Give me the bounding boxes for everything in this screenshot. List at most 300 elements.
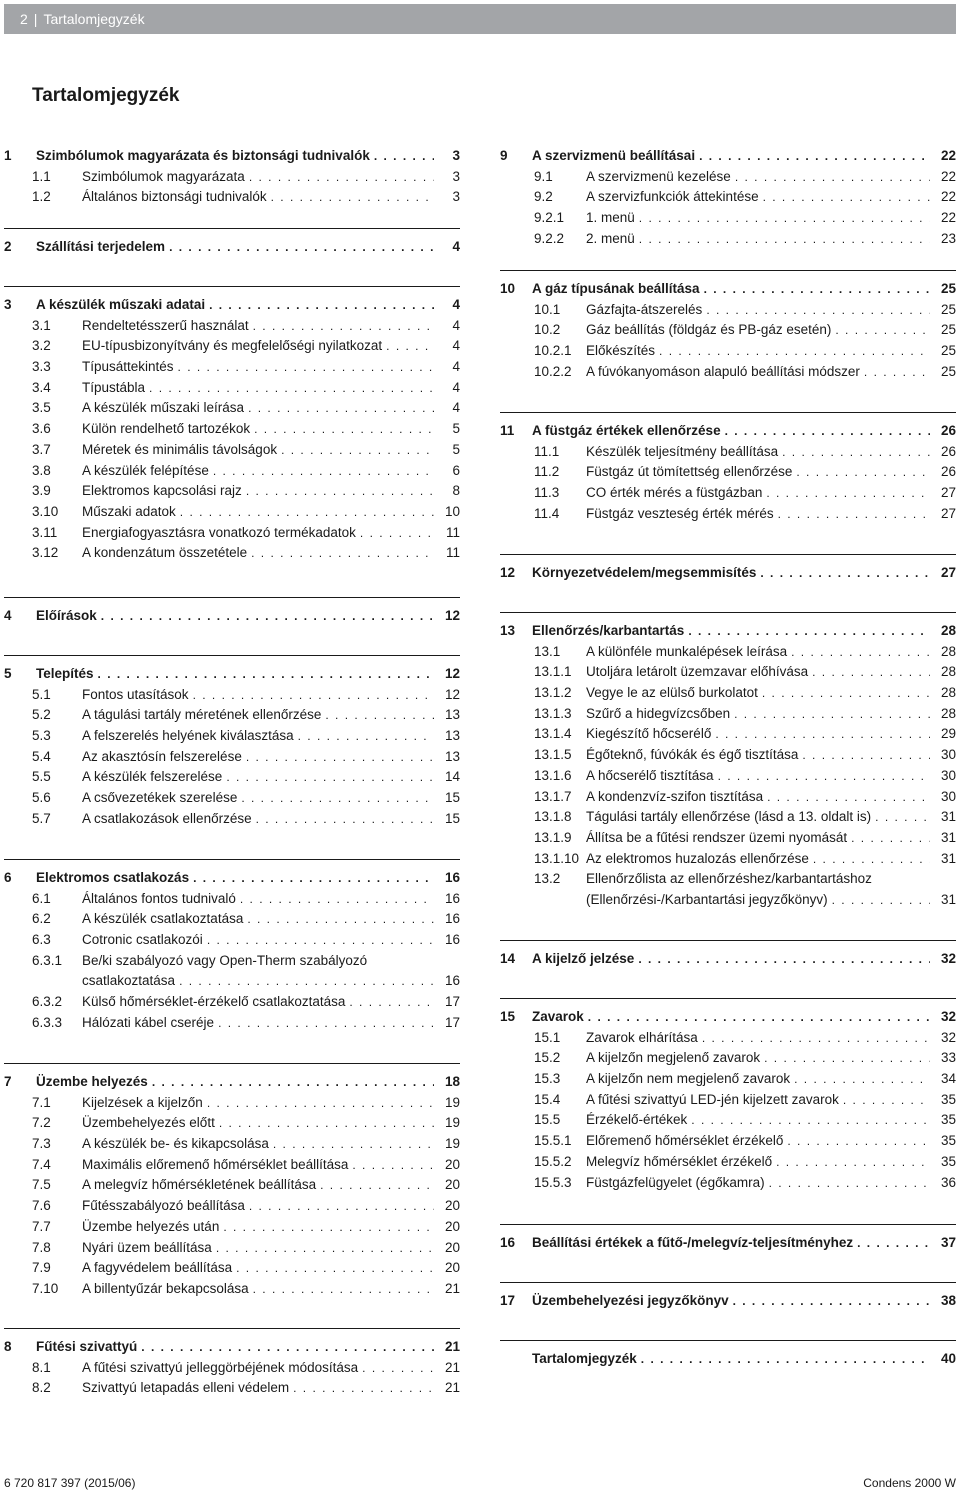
toc-entry-page: 16 xyxy=(444,870,460,885)
toc-entry[interactable] xyxy=(500,828,956,849)
dot-leader xyxy=(352,1155,434,1176)
toc-entry-page: 12 xyxy=(444,686,460,702)
toc-chapter-entry[interactable] xyxy=(500,1291,956,1312)
toc-entry-page: 20 xyxy=(444,1239,460,1255)
toc-entry-title: Be/ki szabályozó vagy Open-Therm szabályozó xyxy=(82,952,368,968)
toc-entry-number: 8.2 xyxy=(32,1380,51,1396)
toc-entry[interactable] xyxy=(500,683,956,704)
toc-entry[interactable] xyxy=(4,767,460,788)
toc-entry-title: Gázfajta-átszerelés xyxy=(586,301,703,317)
dot-leader xyxy=(764,1048,930,1069)
toc-entry-page: 30 xyxy=(940,747,956,763)
toc-section xyxy=(500,270,956,382)
dot-leader xyxy=(226,767,434,788)
toc-entry-page: 5 xyxy=(452,421,460,437)
toc-entry[interactable] xyxy=(4,316,460,337)
toc-section xyxy=(500,1282,956,1312)
toc-entry-title: Hálózati kábel cseréje xyxy=(82,1014,215,1030)
toc-entry-number: 7 xyxy=(4,1074,12,1089)
dot-leader xyxy=(218,1013,434,1034)
toc-entry-number: 3.3 xyxy=(32,359,51,375)
toc-entry-number: 13.1.6 xyxy=(534,767,572,783)
dot-leader xyxy=(179,971,434,992)
toc-entry-title: Méretek és minimális távolságok xyxy=(82,441,278,457)
toc-entry-title: A kijelző jelzése xyxy=(532,951,635,966)
toc-entry-title: Készülék teljesítmény beállítása xyxy=(586,443,779,459)
toc-entry[interactable] xyxy=(500,1131,956,1152)
toc-entry[interactable] xyxy=(500,341,956,362)
toc-entry-page: 14 xyxy=(444,769,460,785)
toc-entry-page: 31 xyxy=(940,850,956,866)
toc-entry-title: csatlakoztatása xyxy=(82,973,176,989)
toc-entry-title: Előírások xyxy=(36,608,97,623)
toc-entry[interactable] xyxy=(4,1378,460,1399)
toc-entry[interactable] xyxy=(4,440,460,461)
toc-entry-number: 5 xyxy=(4,666,12,681)
dot-leader xyxy=(254,419,434,440)
toc-entry-number: 15.5.3 xyxy=(534,1174,572,1190)
toc-entry-number: 10 xyxy=(500,281,516,296)
toc-chapter-entry[interactable] xyxy=(4,146,460,167)
toc-entry-title: Üzembehelyezés előtt xyxy=(82,1115,215,1131)
toc-entry-page: 25 xyxy=(940,281,956,296)
dot-leader xyxy=(767,787,930,808)
toc-entry[interactable] xyxy=(4,398,460,419)
toc-entry-page: 15 xyxy=(444,790,460,806)
toc-entry-number: 13.1.3 xyxy=(534,705,572,721)
dot-leader xyxy=(241,788,434,809)
toc-entry-title: Fűtésszabályozó beállítása xyxy=(82,1198,245,1214)
toc-entry[interactable] xyxy=(4,1155,460,1176)
toc-entry-title: Rendeltetésszerű használat xyxy=(82,317,249,333)
toc-entry-number: 14 xyxy=(500,951,516,966)
toc-entry-title: Zavarok elhárítása xyxy=(586,1029,698,1045)
toc-entry-title: Műszaki adatok xyxy=(82,503,176,519)
toc-entry-page: 30 xyxy=(940,767,956,783)
dot-leader xyxy=(706,300,930,321)
toc-entry-number: 5.1 xyxy=(32,686,51,702)
toc-entry[interactable] xyxy=(500,745,956,766)
toc-entry-number: 13.1.1 xyxy=(534,664,572,680)
toc-entry[interactable] xyxy=(4,1093,460,1114)
toc-entry-title: 1. menü xyxy=(586,210,635,226)
toc-entry[interactable] xyxy=(4,685,460,706)
dot-leader xyxy=(256,809,434,830)
toc-entry[interactable] xyxy=(4,167,460,188)
toc-entry[interactable] xyxy=(500,462,956,483)
toc-entry-number: 15.5.1 xyxy=(534,1133,572,1149)
dot-leader xyxy=(169,237,434,258)
dot-leader xyxy=(857,1233,930,1254)
toc-entry-page: 11 xyxy=(445,524,460,540)
toc-entry[interactable] xyxy=(4,809,460,830)
toc-entry-page: 25 xyxy=(940,363,956,379)
toc-entry-title: Tágulási tartály ellenőrzése (lásd a 13. oldalt is) xyxy=(586,809,872,825)
dot-leader xyxy=(699,146,930,167)
toc-chapter-entry[interactable] xyxy=(4,237,460,258)
toc-entry[interactable] xyxy=(500,704,956,725)
toc-entry-title: Az elektromos huzalozás ellenőrzése xyxy=(586,850,809,866)
toc-entry-title: EU-típusbizonyítvány és megfelelőségi nyilatkozat xyxy=(82,338,383,354)
toc-entry-page: 3 xyxy=(452,148,460,163)
toc-entry-number: 7.6 xyxy=(32,1198,51,1214)
toc-entry[interactable] xyxy=(4,909,460,930)
toc-entry-number: 3.1 xyxy=(32,317,51,333)
dot-leader xyxy=(362,1358,434,1379)
toc-entry[interactable] xyxy=(4,788,460,809)
toc-entry-number: 15.3 xyxy=(534,1071,561,1087)
dot-leader xyxy=(588,1007,930,1028)
toc-entry[interactable] xyxy=(500,849,956,870)
toc-entry-number: 3.6 xyxy=(32,421,51,437)
toc-entry-page: 22 xyxy=(940,168,956,184)
toc-chapter-entry[interactable] xyxy=(4,295,460,316)
toc-entry[interactable] xyxy=(500,229,956,250)
toc-entry[interactable] xyxy=(4,502,460,523)
dot-leader xyxy=(249,167,434,188)
toc-entry[interactable] xyxy=(4,419,460,440)
toc-entry-page: 37 xyxy=(940,1235,956,1250)
toc-entry-page: 28 xyxy=(940,664,956,680)
toc-entry[interactable] xyxy=(4,523,460,544)
toc-entry-page: 4 xyxy=(452,359,460,375)
toc-entry-title: A kondenzátum összetétele xyxy=(82,545,248,561)
toc-chapter-entry[interactable] xyxy=(500,1233,956,1254)
toc-section xyxy=(4,655,460,830)
toc-entry[interactable] xyxy=(500,362,956,383)
dot-leader xyxy=(762,683,930,704)
toc-chapter-entry[interactable] xyxy=(500,279,956,300)
toc-entry[interactable] xyxy=(500,807,956,828)
toc-entry[interactable] xyxy=(4,971,460,992)
toc-entry-page: 4 xyxy=(452,400,460,416)
toc-entry-number: 16 xyxy=(500,1235,516,1250)
toc-entry-number: 11.2 xyxy=(534,464,560,480)
toc-entry[interactable] xyxy=(4,1258,460,1279)
toc-entry[interactable] xyxy=(500,1173,956,1194)
toc-chapter-entry[interactable] xyxy=(4,1072,460,1093)
toc-entry-title: Utoljára letárolt üzemzavar előhívása xyxy=(586,664,809,680)
toc-entry-title: Gáz beállítás (földgáz és PB-gáz esetén) xyxy=(586,322,832,338)
toc-entry-number: 15.5.2 xyxy=(534,1153,572,1169)
toc-entry-page: 25 xyxy=(940,343,956,359)
toc-entry-title: Füstgáz veszteség érték mérés xyxy=(586,505,774,521)
toc-section xyxy=(4,1063,460,1300)
toc-entry-title: Állítsa be a fűtési rendszer üzemi nyomását xyxy=(586,829,848,845)
toc-entry[interactable] xyxy=(500,504,956,525)
toc-entry-number: 13.1.7 xyxy=(534,788,572,804)
toc-chapter-entry[interactable] xyxy=(500,1349,956,1370)
toc-entry-title: Nyári üzem beállítása xyxy=(82,1239,212,1255)
toc-entry-page: 28 xyxy=(940,705,956,721)
toc-entry-page: 35 xyxy=(940,1112,956,1128)
toc-entry[interactable] xyxy=(4,1279,460,1300)
toc-entry[interactable] xyxy=(500,187,956,208)
dot-leader xyxy=(760,563,930,584)
dot-leader xyxy=(207,1093,434,1114)
dot-leader xyxy=(325,705,434,726)
toc-entry-title: Előkészítés xyxy=(586,343,656,359)
dot-leader xyxy=(141,1337,434,1358)
toc-entry-number: 7.10 xyxy=(32,1280,59,1296)
toc-chapter-entry[interactable] xyxy=(500,949,956,970)
toc-entry-title: A tágulási tartály méretének ellenőrzése xyxy=(82,707,322,723)
toc-entry[interactable] xyxy=(500,1048,956,1069)
toc-entry-page: 12 xyxy=(444,608,460,623)
toc-entry-page: 32 xyxy=(940,1009,956,1024)
toc-entry-page: 25 xyxy=(940,322,956,338)
toc-entry-page: 31 xyxy=(940,829,956,845)
toc-entry-title: CO érték mérés a füstgázban xyxy=(586,485,763,501)
toc-entry-number: 11.4 xyxy=(534,505,560,521)
dot-leader xyxy=(249,1196,434,1217)
toc-entry[interactable] xyxy=(500,208,956,229)
toc-chapter-entry[interactable] xyxy=(4,606,460,627)
toc-entry[interactable] xyxy=(4,747,460,768)
dot-leader xyxy=(835,320,930,341)
dot-leader xyxy=(273,1134,434,1155)
toc-entry-page: 38 xyxy=(940,1293,956,1308)
toc-entry-number: 5.2 xyxy=(32,707,51,723)
toc-entry-title: Szivattyú letapadás elleni védelem xyxy=(82,1380,290,1396)
toc-entry-page: 21 xyxy=(444,1339,460,1354)
dot-leader xyxy=(715,724,930,745)
dot-leader xyxy=(236,1258,434,1279)
toc-chapter-entry[interactable] xyxy=(500,1007,956,1028)
dot-leader xyxy=(702,1028,930,1049)
toc-entry-page: 15 xyxy=(444,810,460,826)
toc-entry-number: 3 xyxy=(4,297,12,312)
dot-leader xyxy=(271,187,434,208)
toc-entry[interactable] xyxy=(4,336,460,357)
toc-entry[interactable] xyxy=(4,1238,460,1259)
toc-chapter-entry[interactable] xyxy=(500,563,956,584)
toc-entry-page: 26 xyxy=(940,443,956,459)
toc-entry[interactable] xyxy=(500,1090,956,1111)
toc-entry[interactable] xyxy=(500,1069,956,1090)
toc-entry-title: A fagyvédelem beállítása xyxy=(82,1260,233,1276)
toc-entry-page: 32 xyxy=(940,1029,956,1045)
toc-entry-title: Füstgázfelügyelet (égőkamra) xyxy=(586,1174,765,1190)
toc-section xyxy=(4,146,460,208)
toc-entry-number: 13.1.10 xyxy=(534,850,580,866)
toc-entry-page: 28 xyxy=(940,643,956,659)
toc-entry-title: Az akasztósín felszerelése xyxy=(82,748,242,764)
toc-entry-page: 19 xyxy=(444,1136,460,1152)
toc-entry[interactable] xyxy=(4,187,460,208)
dot-leader xyxy=(769,1173,930,1194)
toc-entry[interactable] xyxy=(4,1134,460,1155)
toc-entry[interactable] xyxy=(4,543,460,564)
toc-entry-number: 4 xyxy=(4,608,12,623)
dot-leader xyxy=(639,229,930,250)
toc-entry[interactable] xyxy=(500,890,956,911)
dot-leader xyxy=(349,992,434,1013)
toc-entry-title: A kijelzőn megjelenő zavarok xyxy=(586,1050,761,1066)
toc-entry-number: 15.1 xyxy=(534,1029,561,1045)
dot-leader xyxy=(248,398,434,419)
toc-entry-title: Szimbólumok magyarázata xyxy=(82,168,245,184)
toc-entry[interactable] xyxy=(4,951,460,972)
toc-entry-page: 31 xyxy=(940,809,956,825)
toc-entry-page: 17 xyxy=(444,994,460,1010)
toc-section xyxy=(500,612,956,911)
dot-leader xyxy=(851,828,930,849)
toc-entry-title: Ellenőrzőlista az ellenőrzéshez/karbantartáshoz xyxy=(586,871,872,887)
toc-section xyxy=(500,412,956,524)
toc-entry-number: 6.3 xyxy=(32,932,51,948)
toc-entry-number: 15 xyxy=(500,1009,516,1024)
toc-entry[interactable] xyxy=(4,1196,460,1217)
toc-entry-number: 3.2 xyxy=(32,338,51,354)
toc-chapter-entry[interactable] xyxy=(500,146,956,167)
toc-entry[interactable] xyxy=(4,481,460,502)
toc-entry-title: Beállítási értékek a fűtő-/melegvíz-teljesítményhez xyxy=(532,1235,854,1250)
toc-entry[interactable] xyxy=(4,1358,460,1379)
dot-leader xyxy=(864,362,930,383)
toc-entry[interactable] xyxy=(500,642,956,663)
toc-entry-page: 4 xyxy=(452,338,460,354)
toc-chapter-entry[interactable] xyxy=(500,621,956,642)
toc-entry[interactable] xyxy=(500,320,956,341)
toc-entry[interactable] xyxy=(4,461,460,482)
dot-leader xyxy=(246,481,434,502)
toc-entry[interactable] xyxy=(500,167,956,188)
toc-entry-page: 11 xyxy=(445,545,460,561)
toc-entry[interactable] xyxy=(4,1013,460,1034)
dot-leader xyxy=(209,295,434,316)
dot-leader xyxy=(246,747,434,768)
toc-entry-page: 12 xyxy=(444,666,460,681)
toc-entry[interactable] xyxy=(500,1110,956,1131)
toc-entry-title: A készülék műszaki adatai xyxy=(36,297,206,312)
toc-entry[interactable] xyxy=(500,869,956,890)
dot-leader xyxy=(725,421,930,442)
toc-entry-title: Üzembehelyezési jegyzőkönyv xyxy=(532,1293,729,1308)
dot-leader xyxy=(639,208,930,229)
toc-entry-number: 5.6 xyxy=(32,790,51,806)
toc-entry-title: A készülék be- és kikapcsolása xyxy=(82,1136,269,1152)
document-title: Tartalomjegyzék xyxy=(32,85,180,106)
toc-entry-page: 31 xyxy=(940,891,956,907)
toc-entry-number: 7.4 xyxy=(32,1156,51,1172)
toc-entry-number: 9.2 xyxy=(534,189,553,205)
toc-entry-page: 27 xyxy=(940,565,956,580)
dot-leader xyxy=(802,745,930,766)
dot-leader xyxy=(763,187,930,208)
toc-entry-number: 9.1 xyxy=(534,168,553,184)
toc-entry[interactable] xyxy=(4,1113,460,1134)
toc-entry-title: A hőcserélő tisztítása xyxy=(586,767,714,783)
dot-leader xyxy=(152,1072,434,1093)
toc-entry[interactable] xyxy=(4,889,460,910)
toc-entry-title: Előremenő hőmérséklet érzékelő xyxy=(586,1133,784,1149)
dot-leader xyxy=(813,849,930,870)
toc-entry-number: 7.5 xyxy=(32,1177,51,1193)
dot-leader xyxy=(193,685,434,706)
dot-leader xyxy=(733,1291,930,1312)
toc-entry[interactable] xyxy=(500,724,956,745)
toc-entry-page: 21 xyxy=(444,1359,460,1375)
toc-entry-page: 35 xyxy=(940,1091,956,1107)
toc-entry[interactable] xyxy=(4,705,460,726)
toc-entry[interactable] xyxy=(500,662,956,683)
toc-entry-title: A csővezetékek szerelése xyxy=(82,790,238,806)
toc-entry-title: A fúvókanyomáson alapuló beállítási módszer xyxy=(586,363,860,379)
toc-entry-page: 4 xyxy=(452,297,460,312)
toc-entry-page: 28 xyxy=(940,685,956,701)
toc-section xyxy=(4,859,460,1034)
toc-entry[interactable] xyxy=(4,930,460,951)
dot-leader xyxy=(812,662,930,683)
toc-entry-number: 6 xyxy=(4,870,12,885)
header-separator: | xyxy=(33,11,38,27)
dot-leader xyxy=(843,1090,930,1111)
toc-entry-page: 22 xyxy=(940,189,956,205)
toc-entry[interactable] xyxy=(500,442,956,463)
toc-entry-page: 20 xyxy=(444,1198,460,1214)
toc-entry-title: Szállítási terjedelem xyxy=(36,239,166,254)
toc-entry[interactable] xyxy=(500,1028,956,1049)
toc-entry[interactable] xyxy=(4,1175,460,1196)
toc-entry-number: 3.12 xyxy=(32,545,59,561)
dot-leader xyxy=(207,930,434,951)
dot-leader xyxy=(734,704,930,725)
dot-leader xyxy=(360,523,434,544)
toc-entry-title: A szervizmenü beállításai xyxy=(532,148,696,163)
toc-entry[interactable] xyxy=(4,357,460,378)
toc-entry[interactable] xyxy=(4,992,460,1013)
toc-entry[interactable] xyxy=(4,378,460,399)
toc-entry-number: 6.1 xyxy=(32,890,51,906)
toc-entry-title: Füstgáz út tömítettség ellenőrzése xyxy=(586,464,793,480)
toc-chapter-entry[interactable] xyxy=(4,868,460,889)
toc-entry-number: 11.1 xyxy=(534,443,560,459)
toc-entry[interactable] xyxy=(500,1152,956,1173)
toc-entry-title: 2. menü xyxy=(586,230,635,246)
toc-chapter-entry[interactable] xyxy=(4,1337,460,1358)
toc-entry-title: Telepítés xyxy=(36,666,94,681)
toc-entry[interactable] xyxy=(500,483,956,504)
toc-chapter-entry[interactable] xyxy=(4,664,460,685)
toc-entry[interactable] xyxy=(500,766,956,787)
toc-section xyxy=(4,597,460,627)
toc-chapter-entry[interactable] xyxy=(500,421,956,442)
dot-leader xyxy=(782,442,930,463)
toc-entry-number: 7.1 xyxy=(32,1094,51,1110)
toc-entry-page: 16 xyxy=(444,911,460,927)
toc-entry[interactable] xyxy=(4,1217,460,1238)
toc-entry[interactable] xyxy=(4,726,460,747)
dot-leader xyxy=(219,1113,434,1134)
toc-entry-number: 3.4 xyxy=(32,379,51,395)
dot-leader xyxy=(247,909,434,930)
toc-entry-number: 10.2 xyxy=(534,322,561,338)
toc-entry-title: Vegye le az elülső burkolatot xyxy=(586,685,758,701)
toc-entry-page: 16 xyxy=(444,890,460,906)
toc-entry-title: Környezetvédelem/megsemmisítés xyxy=(532,565,757,580)
toc-entry-number: 10.2.1 xyxy=(534,343,572,359)
toc-entry[interactable] xyxy=(500,300,956,321)
toc-entry-number: 9.2.2 xyxy=(534,230,565,246)
toc-entry-number: 13.1.2 xyxy=(534,685,572,701)
toc-entry[interactable] xyxy=(500,787,956,808)
toc-entry-title: A füstgáz értékek ellenőrzése xyxy=(532,423,721,438)
dot-leader xyxy=(101,606,434,627)
running-header xyxy=(4,4,956,34)
toc-entry-title: A szervizfunkciók áttekintése xyxy=(586,189,759,205)
toc-entry-title: Energiafogyasztásra vonatkozó termékadatok xyxy=(82,524,356,540)
